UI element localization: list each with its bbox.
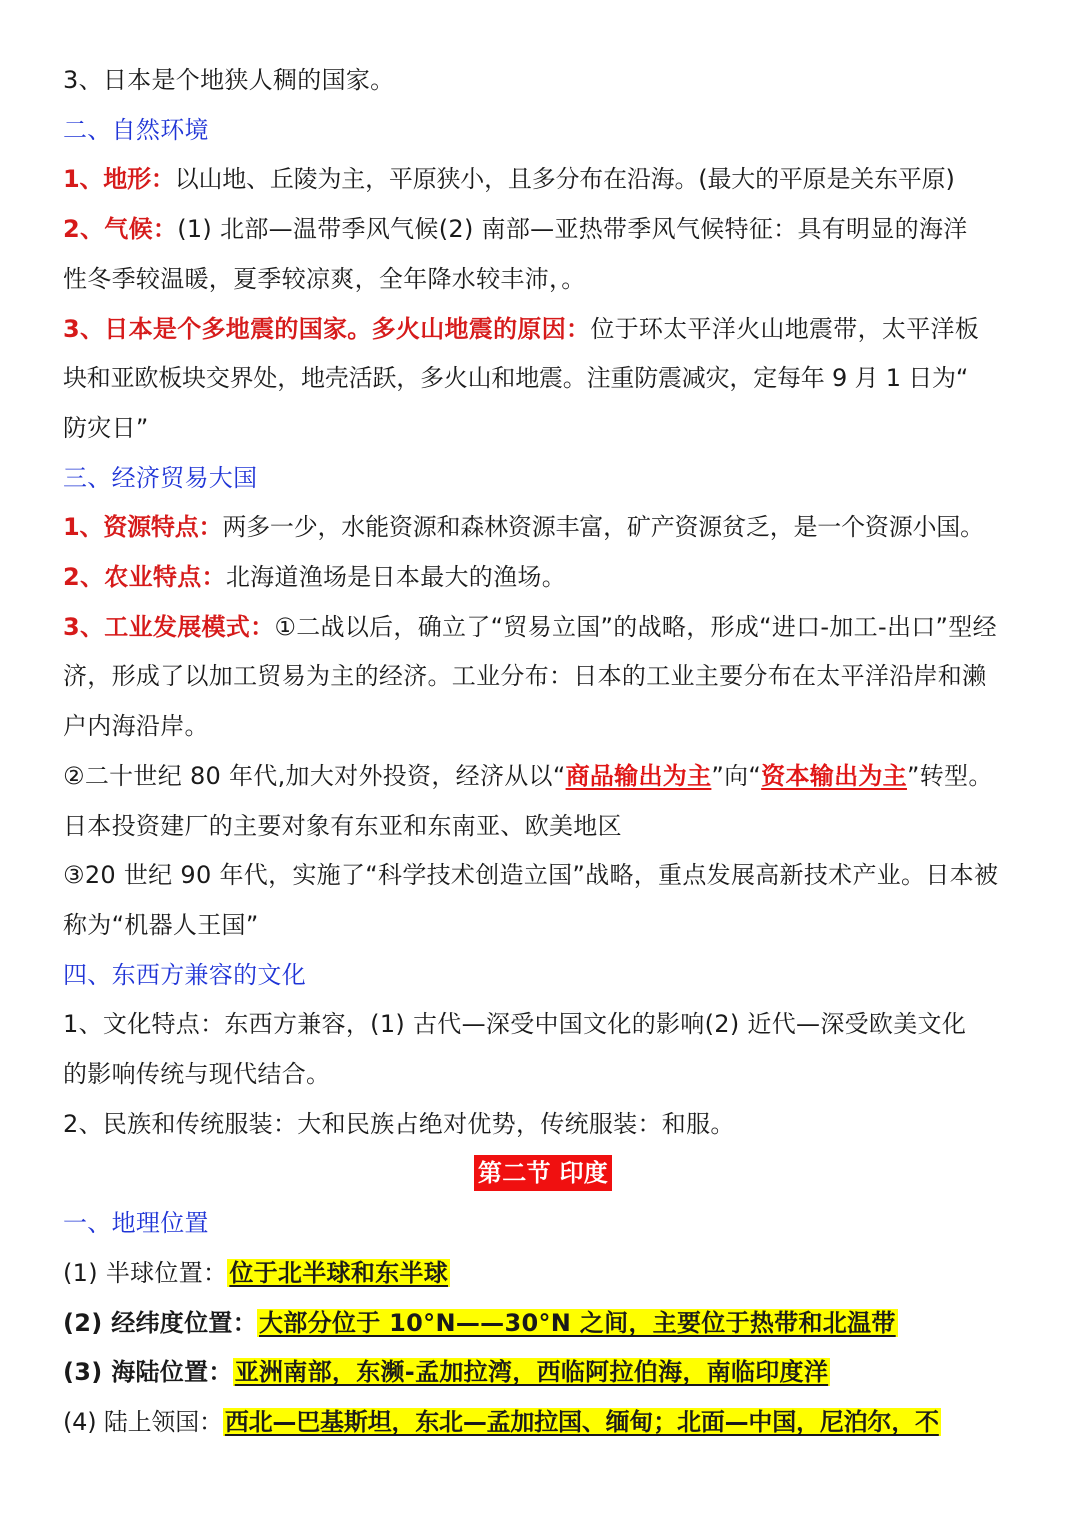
sea-land-label: (3) 海陆位置： bbox=[63, 1358, 233, 1387]
investment-line-2: 日本投资建厂的主要对象有东亚和东南亚、欧美地区 bbox=[63, 811, 622, 840]
heading-geo-location: 一、地理位置 bbox=[63, 1209, 209, 1238]
terrain-text: 以山地、丘陵为主，平原狭小，且多分布在沿海。(最大的平原是关东平原) bbox=[174, 165, 955, 194]
resource-label: 1、资源特点： bbox=[63, 513, 223, 542]
document-page bbox=[63, 56, 1023, 1448]
resource-line bbox=[63, 503, 1023, 553]
tech-line-2: 称为“机器人王国” bbox=[63, 910, 259, 939]
goods-export-emphasis: 商品输出为主 bbox=[565, 761, 712, 790]
industry-line-2: 济，形成了以加工贸易为主的经济。工业分布：日本的工业主要分布在太平洋沿岸和濑 bbox=[63, 662, 987, 691]
culture-line-3: 2、民族和传统服装：大和民族占绝对优势，传统服装：和服。 bbox=[63, 1109, 735, 1138]
climate-line-1 bbox=[63, 205, 1023, 255]
quake-line-3: 防灾日” bbox=[63, 413, 149, 442]
quake-line-1 bbox=[63, 305, 1023, 355]
line-dense-population: 3、日本是个地狭人稠的国家。 bbox=[63, 66, 395, 94]
investment-post: ”转型。 bbox=[906, 761, 993, 790]
climate-line-2: 性冬季较温暖，夏季较凉爽，全年降水较丰沛，。 bbox=[63, 264, 586, 293]
quake-line-2: 块和亚欧板块交界处，地壳活跃，多火山和地震。注重防震减灾，定每年 9 月 1 日为“ bbox=[63, 364, 969, 393]
investment-pre: ②二十世纪 80 年代,加大对外投资，经济从以“ bbox=[63, 761, 566, 790]
agriculture-line bbox=[63, 553, 1023, 603]
latlon-line bbox=[63, 1299, 1023, 1349]
latlon-value: 大部分位于 10°N——30°N 之间，主要位于热带和北温带 bbox=[259, 1308, 896, 1337]
quake-text-1: 位于环太平洋火山地震带，太平洋板 bbox=[590, 314, 980, 343]
industry-label: 3、工业发展模式： bbox=[63, 612, 275, 641]
industry-line-3: 户内海沿岸。 bbox=[63, 712, 209, 741]
industry-text-1: ①二战以后，确立了“贸易立国”的战略，形成“进口-加工-出口”型经 bbox=[274, 612, 997, 641]
quake-label: 3、日本是个多地震的国家。多火山地震的原因： bbox=[63, 314, 591, 343]
heading-culture: 四、东西方兼容的文化 bbox=[63, 960, 306, 989]
sea-land-line bbox=[63, 1348, 1023, 1398]
investment-line-1 bbox=[63, 752, 1023, 802]
hemisphere-label: (1) 半球位置： bbox=[63, 1258, 228, 1287]
resource-text: 两多一少，水能资源和森林资源丰富，矿产资源贫乏，是一个资源小国。 bbox=[222, 513, 984, 542]
neighbor-label: (4) 陆上领国： bbox=[63, 1407, 223, 1436]
hemisphere-value: 位于北半球和东半球 bbox=[229, 1258, 449, 1287]
neighbor-line bbox=[63, 1398, 1023, 1448]
hemisphere-line bbox=[63, 1249, 1023, 1299]
tech-line-1: ③20 世纪 90 年代，实施了“科学技术创造立国”战略，重点发展高新技术产业。日本被 bbox=[63, 861, 999, 890]
climate-label: 2、气候： bbox=[63, 215, 178, 244]
culture-line-1: 1、文化特点：东西方兼容，(1) 古代—深受中国文化的影响(2) 近代—深受欧美文化 bbox=[63, 1010, 967, 1039]
latlon-label: (2) 经纬度位置： bbox=[63, 1308, 257, 1337]
agriculture-label: 2、农业特点： bbox=[63, 563, 226, 592]
investment-mid: ”向“ bbox=[711, 761, 762, 790]
climate-text-1: (1) 北部—温带季风气候(2) 南部—亚热带季风气候特征：具有明显的海洋 bbox=[177, 215, 968, 244]
capital-export-emphasis: 资本输出为主 bbox=[761, 761, 907, 790]
agriculture-text: 北海道渔场是日本最大的渔场。 bbox=[225, 563, 567, 592]
industry-line-1 bbox=[63, 603, 1023, 653]
heading-economy-trade: 三、经济贸易大国 bbox=[63, 463, 258, 492]
section-title-row bbox=[63, 1149, 1023, 1199]
heading-natural-environment: 二、自然环境 bbox=[63, 115, 209, 144]
section-title-india: 第二节 印度 bbox=[474, 1155, 612, 1191]
culture-line-2: 的影响传统与现代结合。 bbox=[63, 1060, 331, 1089]
neighbor-value: 西北—巴基斯坦，东北—孟加拉国、缅甸；北面—中国，尼泊尔，不 bbox=[224, 1407, 939, 1436]
terrain-line bbox=[63, 155, 1023, 205]
sea-land-value: 亚洲南部，东濒-孟加拉湾，西临阿拉伯海，南临印度洋 bbox=[234, 1358, 829, 1387]
terrain-label: 1、地形： bbox=[63, 165, 175, 194]
